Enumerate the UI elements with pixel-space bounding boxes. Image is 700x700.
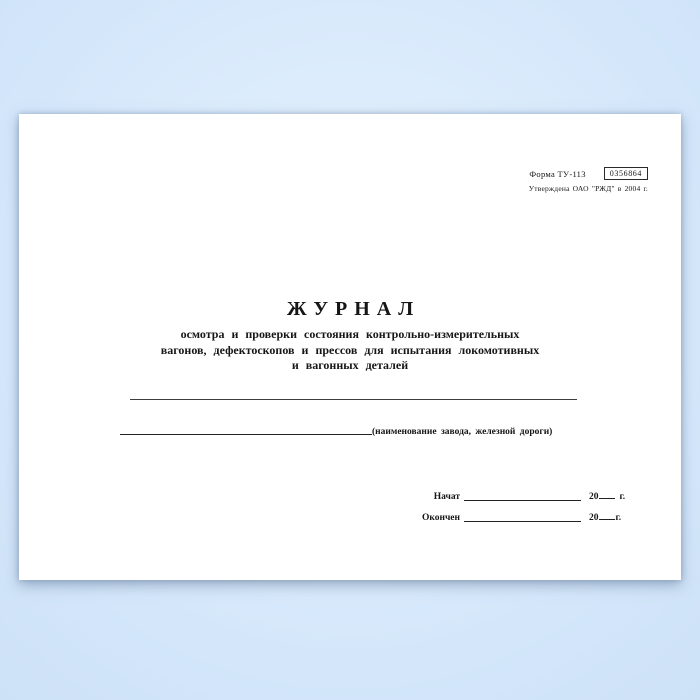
organization-blank-line [130, 386, 577, 400]
date-finished-label: Окончен [421, 513, 460, 523]
date-started-label: Начат [433, 492, 460, 502]
date-finished-year-prefix: 20 [589, 513, 599, 523]
serial-number: 0356864 [609, 169, 642, 178]
date-started-line [464, 490, 581, 501]
journal-cover-sheet [19, 114, 681, 580]
date-finished-line [464, 511, 581, 522]
approval-text: Утверждена ОАО "РЖД" в 2004 г. [528, 184, 648, 193]
date-started-row [408, 490, 625, 502]
organization-name-caption: (наименование завода, железной дороги) [372, 427, 553, 437]
organization-name-line [120, 422, 372, 435]
journal-subtitle-line-3: и вагонных деталей [291, 358, 409, 372]
form-header [529, 167, 648, 193]
title-block [19, 298, 681, 374]
journal-subtitle-line-2: вагонов, дефектоскопов и прессов для испытания локомотивных [160, 342, 540, 357]
organization-name-row [120, 422, 552, 435]
date-finished-year [589, 511, 621, 523]
date-finished-row [408, 511, 625, 523]
date-finished-year-suffix: г. [615, 513, 622, 523]
date-started-year-suffix: г. [619, 492, 626, 502]
date-started-year [589, 490, 625, 502]
form-number-label: Форма ТУ-113 [529, 168, 586, 179]
form-header-row [529, 167, 648, 180]
dates-block [408, 490, 625, 523]
date-started-year-line [599, 490, 615, 499]
serial-number-box [604, 167, 648, 180]
journal-subtitle-line-1: осмотра и проверки состояния контрольно-измерительных [180, 327, 520, 341]
date-started-year-prefix: 20 [589, 492, 599, 502]
date-finished-year-line [599, 511, 615, 520]
journal-title: ЖУРНАЛ [286, 298, 421, 320]
